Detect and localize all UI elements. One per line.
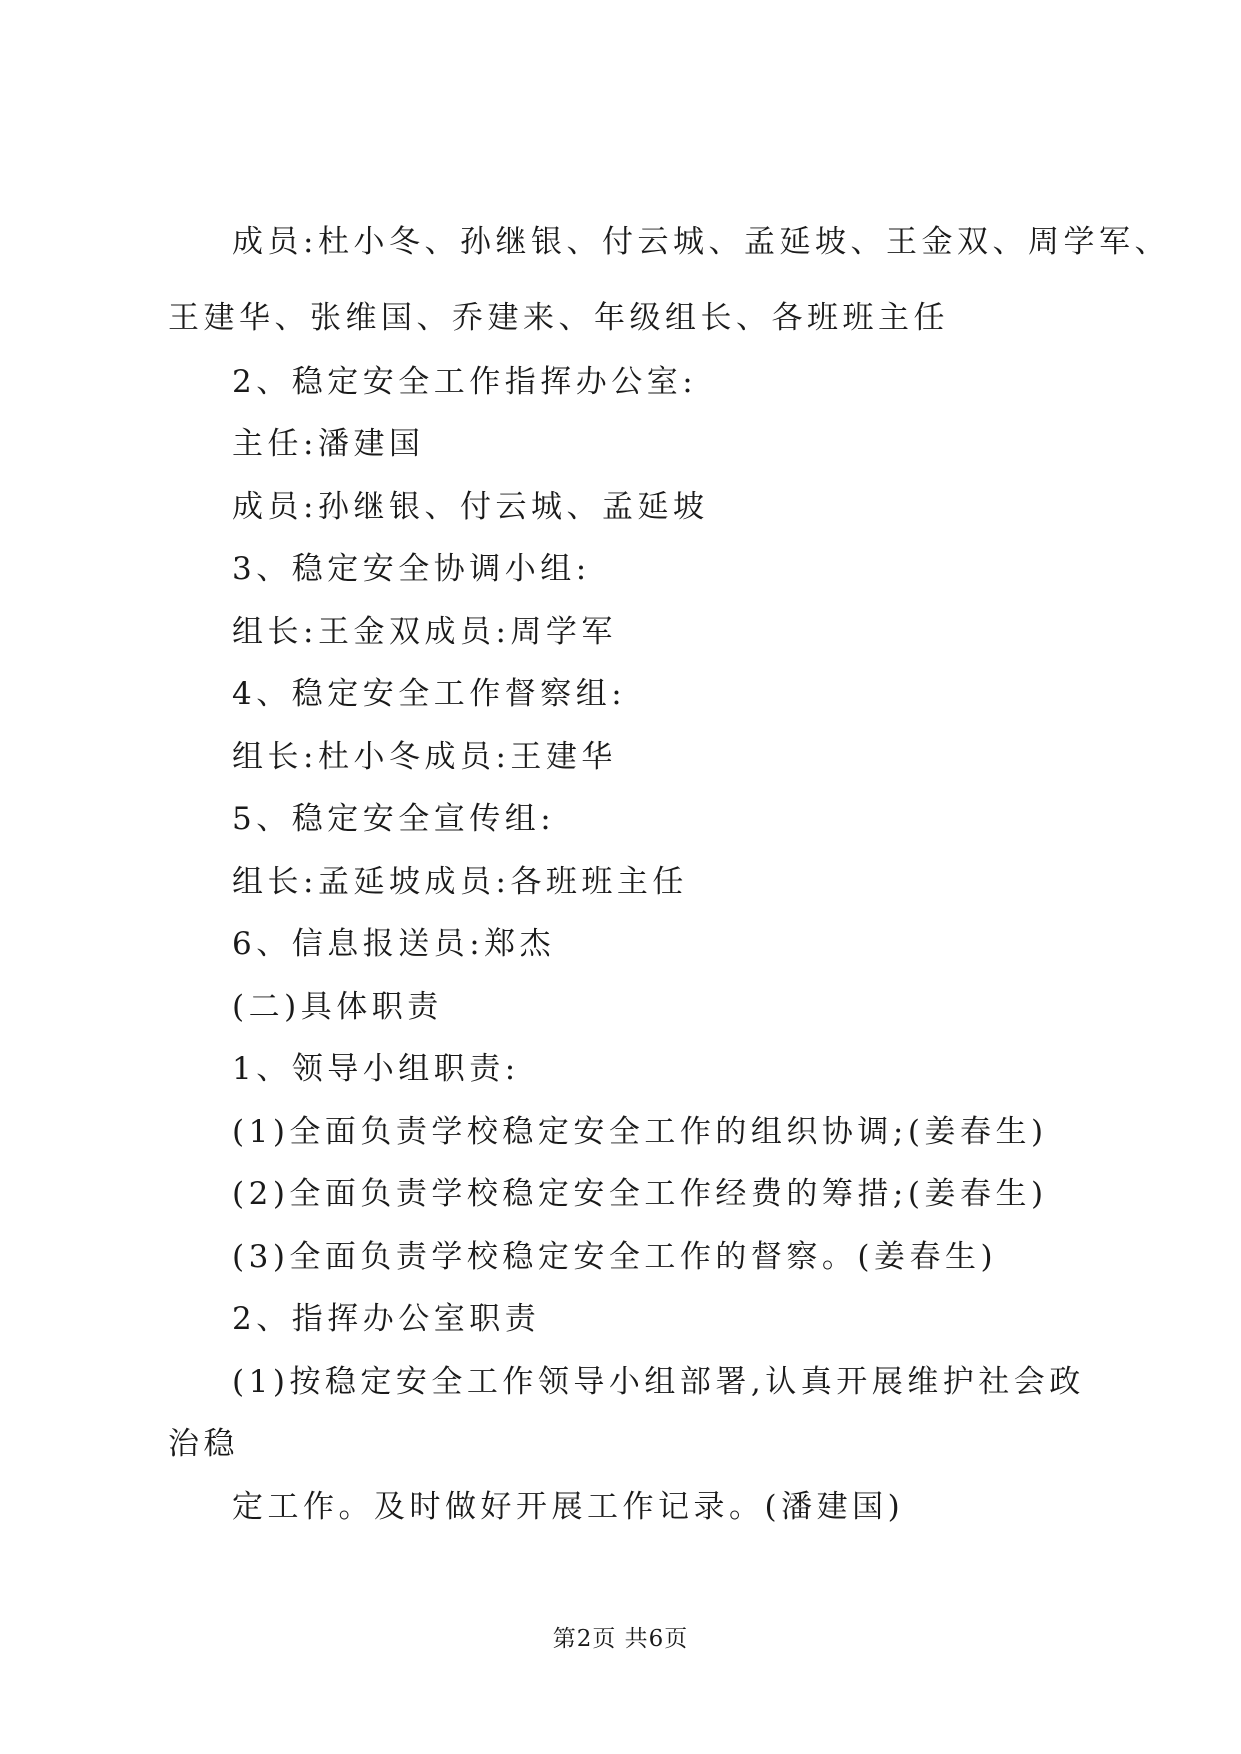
text-line-19: (1)按稳定安全工作领导小组部署,认真开展维护社会政 <box>232 1364 1085 1400</box>
text-line-4: 主任:潘建国 <box>232 426 425 462</box>
text-line-2: 王建华、张维国、乔建来、年级组长、各班班主任 <box>168 300 949 336</box>
text-line-11: 组长:孟延坡成员:各班班主任 <box>232 864 688 900</box>
text-line-16: (2)全面负责学校稳定安全工作经费的筹措;(姜春生) <box>232 1176 1048 1212</box>
text-line-8: 4、稳定安全工作督察组: <box>232 676 627 712</box>
text-line-17: (3)全面负责学校稳定安全工作的督察。(姜春生) <box>232 1239 998 1275</box>
text-line-18: 2、指挥办公室职责 <box>232 1301 541 1337</box>
text-line-3: 2、稳定安全工作指挥办公室: <box>232 364 698 400</box>
text-line-1: 成员:杜小冬、孙继银、付云城、孟延坡、王金双、周学军、 <box>232 224 1170 260</box>
text-line-14: 1、领导小组职责: <box>232 1051 520 1087</box>
text-line-20: 治稳 <box>168 1426 239 1462</box>
text-line-7: 组长:王金双成员:周学军 <box>232 614 617 650</box>
text-line-21: 定工作。及时做好开展工作记录。(潘建国) <box>232 1489 905 1525</box>
text-line-12: 6、信息报送员:郑杰 <box>232 926 556 962</box>
text-line-5: 成员:孙继银、付云城、孟延坡 <box>232 489 709 525</box>
text-line-10: 5、稳定安全宣传组: <box>232 801 556 837</box>
text-line-6: 3、稳定安全协调小组: <box>232 551 591 587</box>
page-number-label: 第2页 共6页 <box>552 1626 689 1652</box>
text-line-15: (1)全面负责学校稳定安全工作的组织协调;(姜春生) <box>232 1114 1048 1150</box>
page-footer <box>0 1620 1241 1653</box>
text-line-13: (二)具体职责 <box>232 989 443 1025</box>
text-line-9: 组长:杜小冬成员:王建华 <box>232 739 617 775</box>
